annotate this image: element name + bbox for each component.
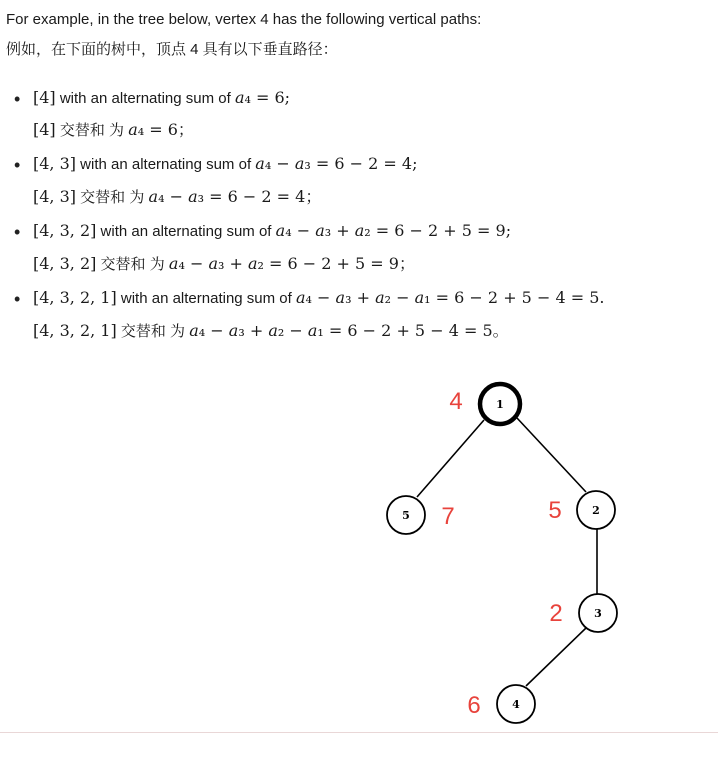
path-notation: [4, 3] (33, 154, 77, 173)
node-id: 3 (594, 607, 602, 620)
intro-english: For example, in the tree below, vertex 4 has the following vertical paths: (6, 11, 482, 28)
path-formula: a₄ = 6； (128, 120, 194, 139)
node-id: 1 (496, 398, 504, 411)
path-notation: [4, 3] (33, 187, 77, 206)
path-description: with an alternating sum of (116, 290, 296, 307)
tree-node-3 (579, 594, 617, 632)
node-weight: 6 (467, 692, 481, 719)
path-formula: a₄ − a₃ + a₂ = 6 − 2 + 5 = 9； (168, 254, 415, 273)
path-formula: a₄ − a₃ + a₂ = 6 − 2 + 5 = 9; (275, 221, 512, 240)
path-notation: [4, 3, 2] (33, 221, 97, 240)
path-formula: a₄ − a₃ + a₂ − a₁ = 6 − 2 + 5 − 4 = 5. (295, 288, 605, 307)
node-id: 4 (512, 698, 520, 711)
divider (0, 732, 718, 733)
path-description: 交替和 为 (76, 189, 149, 206)
path-notation: [4, 3, 2, 1] (33, 288, 117, 307)
bullet-dot: • (14, 289, 21, 309)
bullet-dot: • (14, 89, 21, 109)
path-description: 交替和 为 (55, 122, 129, 139)
bullet-dot: • (14, 155, 21, 175)
path-description: 交替和 为 (96, 256, 169, 273)
tree-node-5 (387, 496, 425, 534)
node-id: 2 (592, 504, 600, 517)
bullet-dot: • (14, 222, 21, 242)
path-formula: a₄ − a₃ = 6 − 2 = 4; (255, 154, 418, 173)
tree-edge (417, 420, 484, 497)
intro-chinese: 例如，在下面的树中，顶点 4 具有以下垂直路径： (6, 41, 338, 58)
node-weight: 5 (548, 497, 562, 524)
path-description: with an alternating sum of (76, 156, 256, 173)
path-formula: a₄ − a₃ = 6 − 2 = 4； (148, 187, 322, 206)
path-description: with an alternating sum of (55, 90, 235, 107)
tree-edge (526, 628, 586, 686)
path-formula: a₄ − a₃ + a₂ − a₁ = 6 − 2 + 5 − 4 = 5。 (189, 321, 509, 340)
path-notation: [4, 3, 2] (33, 254, 97, 273)
path-description: with an alternating sum of (96, 223, 276, 240)
tree-edge (517, 418, 586, 492)
path-notation: [4, 3, 2, 1] (33, 321, 117, 340)
tree-node-1 (480, 384, 520, 424)
tree-node-4 (497, 685, 535, 723)
path-notation: [4] (33, 88, 56, 107)
node-weight: 7 (441, 503, 455, 530)
node-id: 5 (402, 509, 410, 522)
node-weight: 4 (449, 388, 463, 415)
path-formula: a₄ = 6; (234, 88, 291, 107)
node-weight: 2 (549, 600, 563, 627)
path-description: 交替和 为 (116, 323, 190, 340)
path-notation: [4] (33, 120, 56, 139)
tree-node-2 (577, 491, 615, 529)
